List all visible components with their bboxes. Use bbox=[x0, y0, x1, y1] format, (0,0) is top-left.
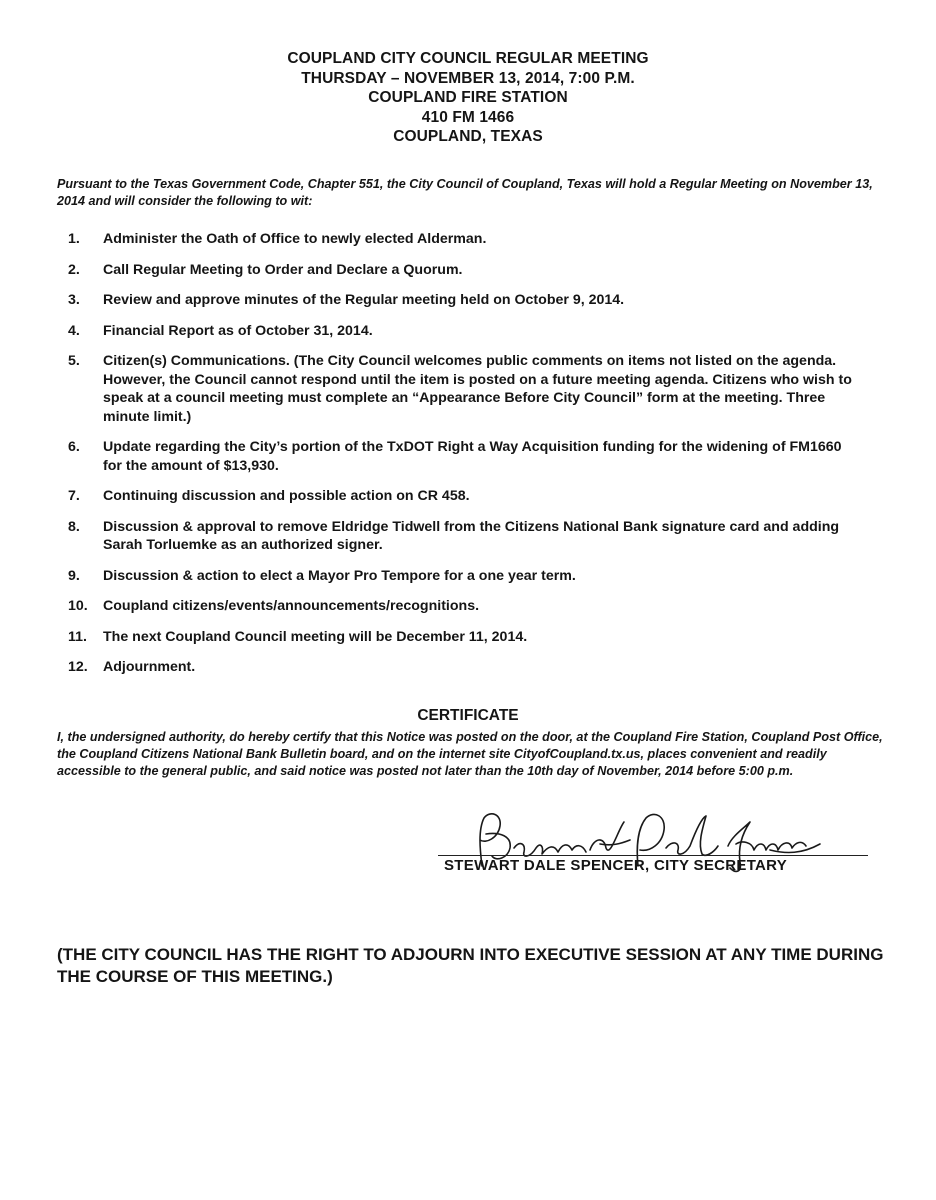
agenda-item-text: Citizen(s) Communications. (The City Council welcomes public comments on items not listed on the agenda. However, the Council cannot respond until the item is posted on a future meeting agenda. Citizens who wish to speak at a council meeting must complete an “Appearance Before City Council” form at the meeting. Three minute limit.) bbox=[103, 353, 852, 425]
agenda-item-number: 7. bbox=[68, 488, 80, 504]
agenda-item-number: 9. bbox=[68, 567, 80, 584]
meeting-header bbox=[0, 49, 936, 147]
agenda-item bbox=[68, 291, 858, 310]
agenda-item-text: Update regarding the City’s portion of the TxDOT Right a Way Acquisition funding for the widening of FM1660 for the amount of $13,930. bbox=[103, 439, 842, 474]
agenda-item-text: Review and approve minutes of the Regular meeting held on October 9, 2014. bbox=[103, 292, 625, 308]
signer-name: STEWART DALE SPENCER, CITY SECRETARY bbox=[444, 857, 788, 874]
agenda-item-number: 2. bbox=[68, 261, 80, 278]
agenda-item bbox=[68, 261, 858, 280]
agenda-item-text: The next Coupland Council meeting will be December 11, 2014. bbox=[103, 628, 528, 645]
certificate-body: I, the undersigned authority, do hereby certify that this Notice was posted on the door, at the Coupland Fire Station, Coupland Post Office, the Coupland Citizens National Bank Bulletin board, and on the internet site CityofCoupland.tx.us, places convenient and readily accessible to the general public, and said notice was posted not later than the 10th day of November, 2014 before 5:00 p.m. bbox=[57, 730, 883, 778]
agenda-item bbox=[68, 487, 858, 506]
agenda-item bbox=[68, 628, 858, 647]
agenda-item-text: Call Regular Meeting to Order and Declare a Quorum. bbox=[103, 261, 463, 278]
agenda-item-text: Financial Report as of October 31, 2014. bbox=[103, 322, 373, 339]
executive-session-notice: (THE CITY COUNCIL HAS THE RIGHT TO ADJOURN INTO EXECUTIVE SESSION AT ANY TIME DURING THE COURSE OF THIS MEETING.) bbox=[57, 945, 884, 986]
agenda-item bbox=[68, 438, 858, 475]
agenda-item-number: 3. bbox=[68, 292, 80, 308]
agenda-item bbox=[68, 352, 858, 426]
agenda-item-number: 4. bbox=[68, 322, 80, 339]
agenda-item-number: 12. bbox=[68, 659, 88, 675]
agenda-item-number: 5. bbox=[68, 353, 80, 369]
signature-line bbox=[438, 855, 868, 856]
agenda-item bbox=[68, 518, 858, 555]
agenda-item-text: Adjournment. bbox=[103, 659, 196, 675]
intro-paragraph: Pursuant to the Texas Government Code, Chapter 551, the City Council of Coupland, Texas will hold a Regular Meeting on November 13, 2014 and will consider the following to wit: bbox=[57, 177, 873, 208]
agenda-item-text: Coupland citizens/events/announcements/recognitions. bbox=[103, 598, 480, 614]
agenda-item bbox=[68, 322, 858, 341]
signature-block bbox=[420, 800, 880, 880]
agenda-item bbox=[68, 567, 858, 586]
certificate-title: CERTIFICATE bbox=[417, 707, 519, 724]
agenda-item bbox=[68, 597, 858, 616]
agenda-item bbox=[68, 658, 858, 677]
agenda-item-text: Continuing discussion and possible action on CR 458. bbox=[103, 488, 470, 504]
agenda-item-text: Discussion & action to elect a Mayor Pro Tempore for a one year term. bbox=[103, 567, 576, 584]
agenda-item-number: 8. bbox=[68, 518, 80, 535]
agenda-item bbox=[68, 230, 858, 249]
meeting-city: COUPLAND, TEXAS bbox=[393, 128, 543, 145]
agenda-item-number: 1. bbox=[68, 231, 80, 247]
agenda-item-number: 10. bbox=[68, 598, 88, 614]
agenda-list bbox=[68, 230, 858, 689]
meeting-date: THURSDAY – NOVEMBER 13, 2014, 7:00 P.M. bbox=[301, 69, 635, 87]
agenda-item-number: 11. bbox=[68, 628, 87, 645]
meeting-title: COUPLAND CITY COUNCIL REGULAR MEETING bbox=[287, 50, 649, 67]
meeting-location: COUPLAND FIRE STATION bbox=[368, 89, 568, 106]
meeting-address: 410 FM 1466 bbox=[421, 108, 515, 126]
agenda-item-text: Discussion & approval to remove Eldridge Tidwell from the Citizens National Bank signature card and adding Sarah Torluemke as an authorized signer. bbox=[103, 518, 840, 553]
agenda-item-text: Administer the Oath of Office to newly elected Alderman. bbox=[103, 231, 487, 247]
agenda-item-number: 6. bbox=[68, 439, 80, 455]
